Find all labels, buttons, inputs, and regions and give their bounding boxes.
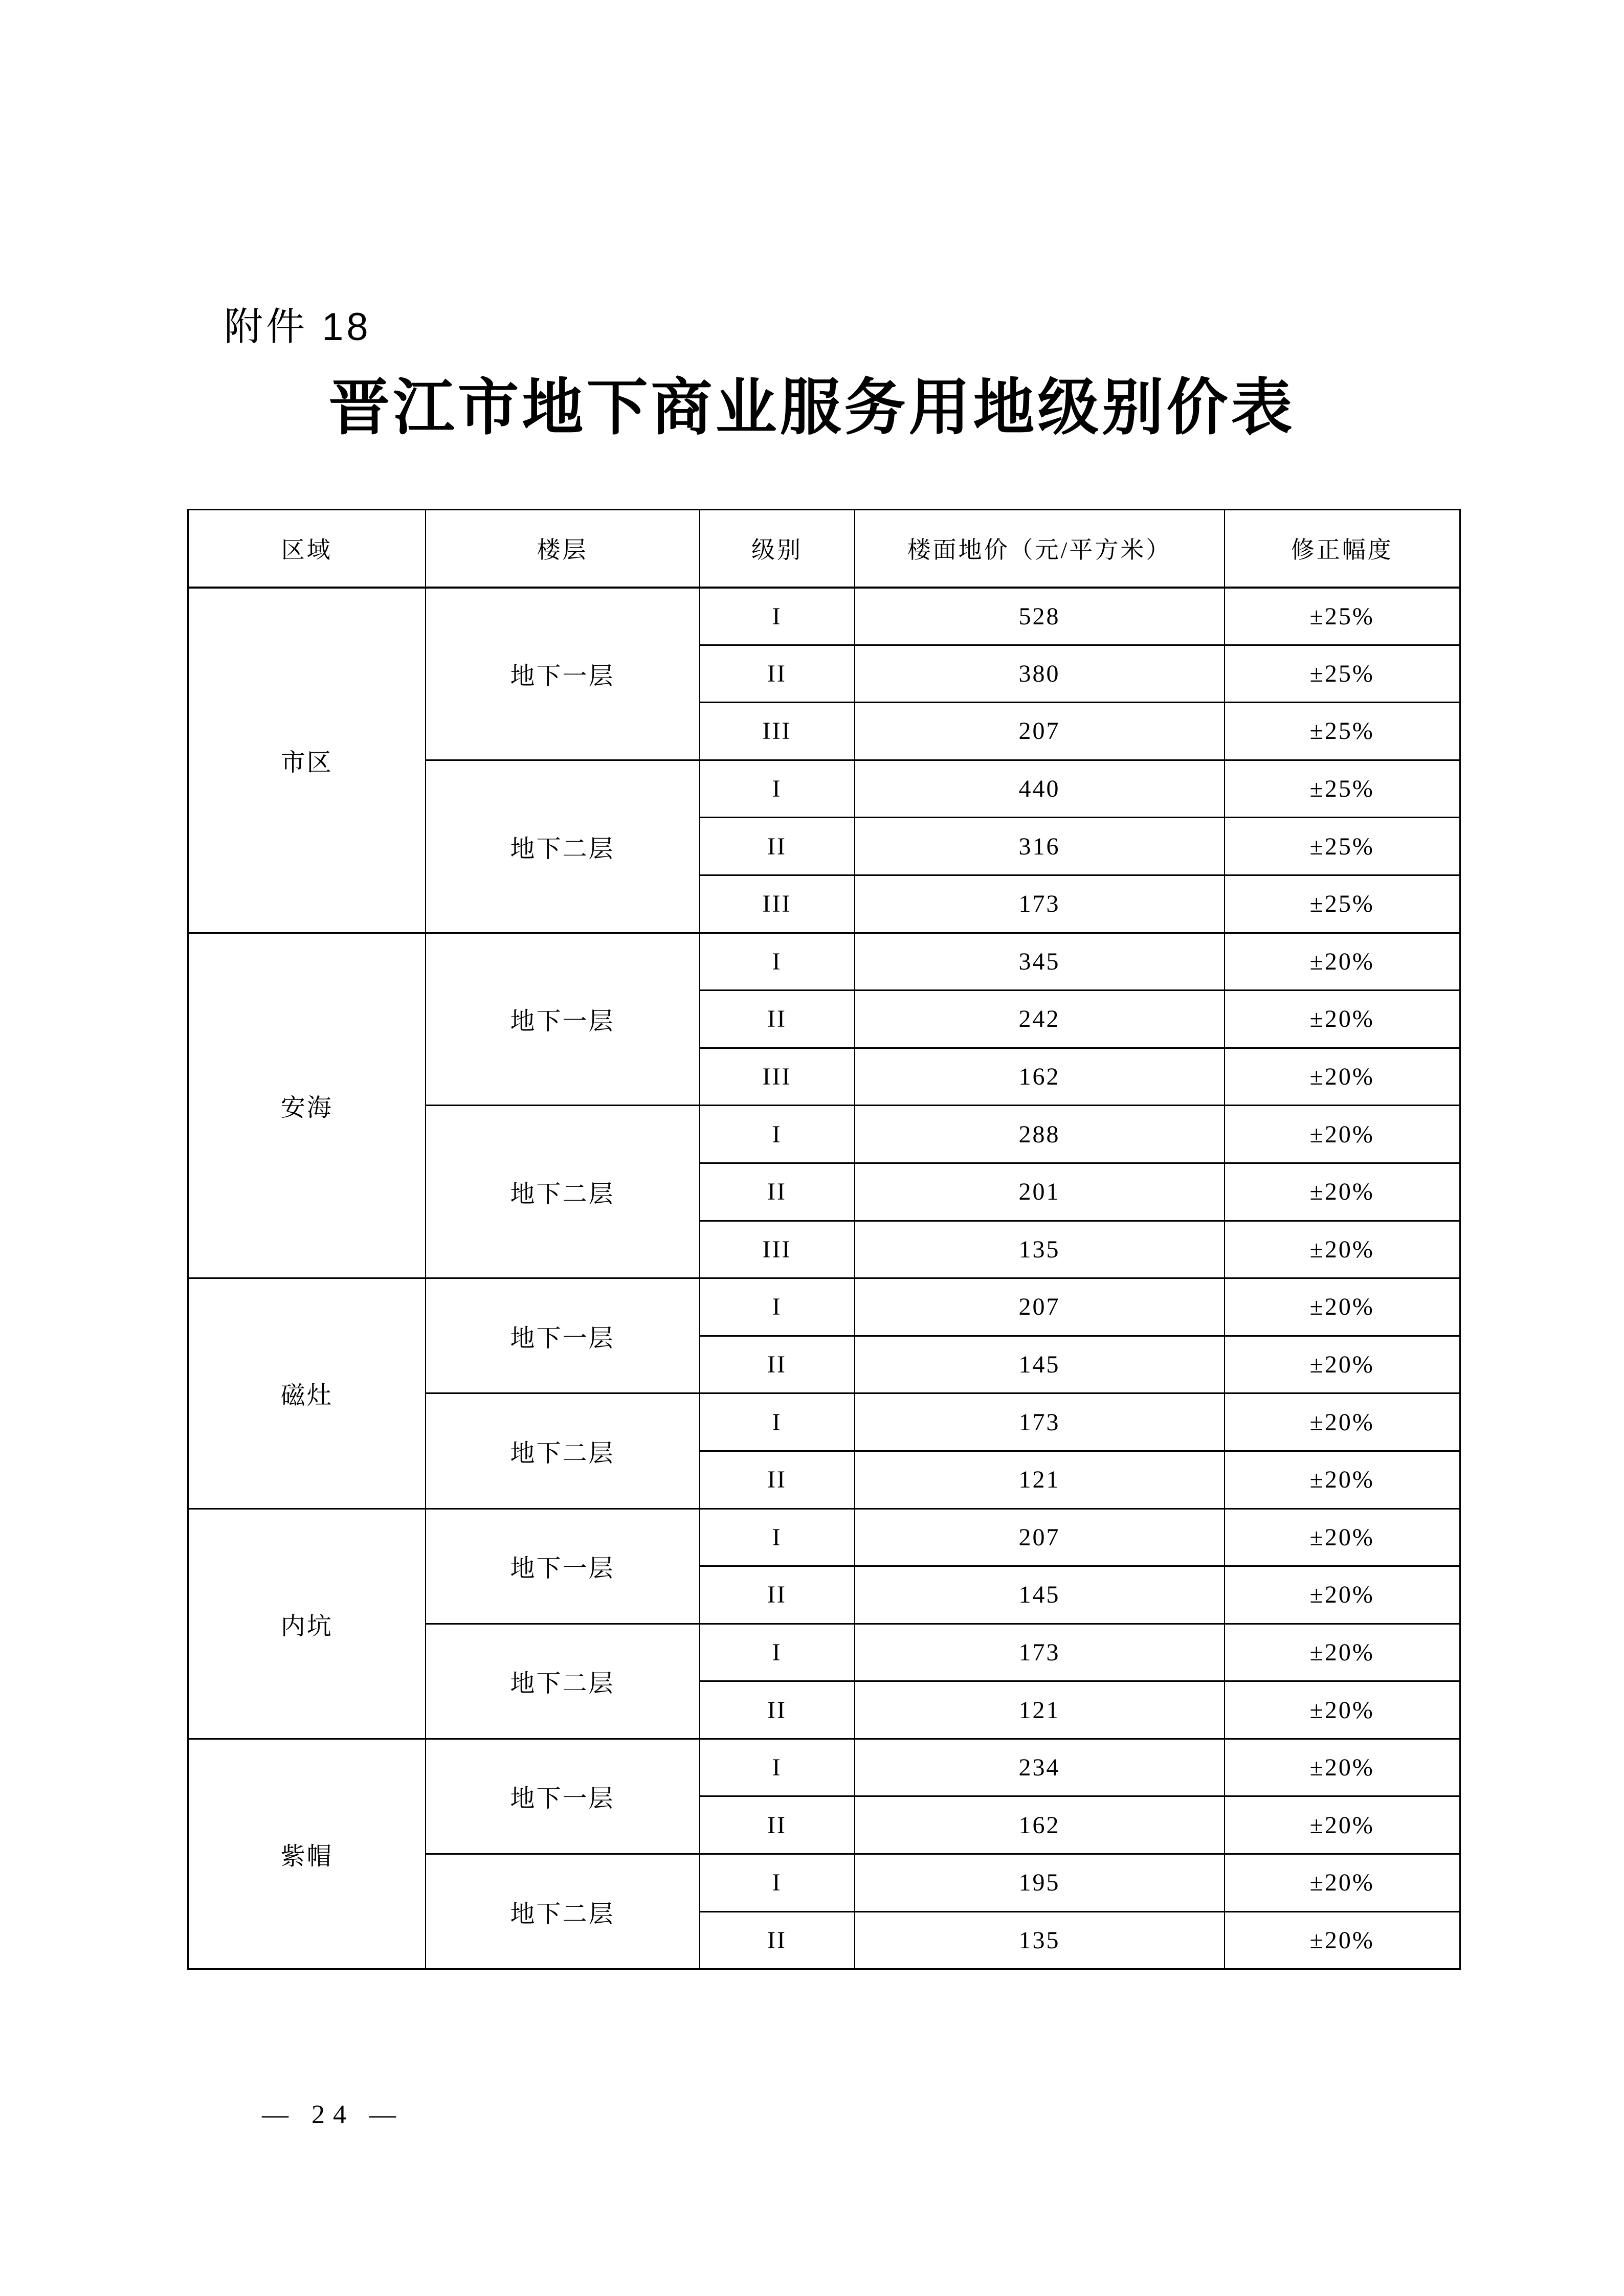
grade-cell: II — [700, 1681, 855, 1739]
floor-cell: 地下一层 — [426, 933, 700, 1106]
header-row — [188, 510, 1460, 588]
region-cell: 内坑 — [188, 1509, 426, 1739]
range-cell: ±20% — [1225, 1278, 1460, 1336]
range-cell: ±20% — [1225, 1163, 1460, 1221]
floor-cell: 地下二层 — [426, 1854, 700, 1969]
grade-cell: II — [700, 645, 855, 703]
price-cell: 173 — [855, 1624, 1225, 1681]
grade-cell: III — [700, 1221, 855, 1278]
price-cell: 162 — [855, 1048, 1225, 1106]
grade-cell: II — [700, 1336, 855, 1393]
floor-cell: 地下一层 — [426, 1278, 700, 1393]
range-cell: ±20% — [1225, 1854, 1460, 1912]
range-cell: ±25% — [1225, 875, 1460, 933]
range-cell: ±20% — [1225, 933, 1460, 991]
range-cell: ±20% — [1225, 1221, 1460, 1278]
grade-cell: I — [700, 1739, 855, 1796]
page-number: — 24 — — [262, 2100, 404, 2129]
range-cell: ±25% — [1225, 703, 1460, 760]
grade-cell: I — [700, 588, 855, 645]
price-cell: 207 — [855, 703, 1225, 760]
floor-cell: 地下一层 — [426, 1509, 700, 1624]
grade-cell: II — [700, 1911, 855, 1969]
grade-cell: II — [700, 1796, 855, 1854]
range-cell: ±25% — [1225, 760, 1460, 818]
range-cell: ±20% — [1225, 1624, 1460, 1681]
price-cell: 121 — [855, 1451, 1225, 1509]
range-cell: ±20% — [1225, 1681, 1460, 1739]
price-cell: 440 — [855, 760, 1225, 818]
price-cell: 207 — [855, 1509, 1225, 1566]
grade-cell: I — [700, 933, 855, 991]
price-cell: 242 — [855, 991, 1225, 1048]
price-cell: 173 — [855, 875, 1225, 933]
price-cell: 234 — [855, 1739, 1225, 1796]
price-cell: 380 — [855, 645, 1225, 703]
price-cell: 207 — [855, 1278, 1225, 1336]
range-cell: ±25% — [1225, 645, 1460, 703]
price-cell: 195 — [855, 1854, 1225, 1912]
column-header-region: 区域 — [188, 510, 426, 588]
grade-cell: II — [700, 818, 855, 875]
table-row — [188, 1739, 1460, 1796]
grade-cell: I — [700, 1278, 855, 1336]
range-cell: ±20% — [1225, 991, 1460, 1048]
range-cell: ±20% — [1225, 1393, 1460, 1451]
range-cell: ±25% — [1225, 818, 1460, 875]
price-cell: 345 — [855, 933, 1225, 991]
region-cell: 安海 — [188, 933, 426, 1278]
price-cell: 162 — [855, 1796, 1225, 1854]
grade-cell: II — [700, 991, 855, 1048]
page-title: 晋江市地下商业服务用地级别价表 — [328, 374, 1296, 442]
price-cell: 288 — [855, 1106, 1225, 1163]
floor-cell: 地下一层 — [426, 1739, 700, 1854]
grade-cell: I — [700, 760, 855, 818]
price-cell: 145 — [855, 1566, 1225, 1624]
range-cell: ±20% — [1225, 1566, 1460, 1624]
table-row — [188, 588, 1460, 645]
range-cell: ±20% — [1225, 1048, 1460, 1106]
grade-cell: II — [700, 1163, 855, 1221]
grade-cell: I — [700, 1854, 855, 1912]
column-header-range: 修正幅度 — [1225, 510, 1460, 588]
floor-cell: 地下二层 — [426, 1106, 700, 1278]
price-cell: 145 — [855, 1336, 1225, 1393]
price-cell: 316 — [855, 818, 1225, 875]
price-cell: 528 — [855, 588, 1225, 645]
grade-cell: I — [700, 1393, 855, 1451]
price-cell: 173 — [855, 1393, 1225, 1451]
price-cell: 201 — [855, 1163, 1225, 1221]
table-row — [188, 933, 1460, 991]
grade-cell: II — [700, 1451, 855, 1509]
price-cell: 121 — [855, 1681, 1225, 1739]
price-cell: 135 — [855, 1221, 1225, 1278]
range-cell: ±20% — [1225, 1739, 1460, 1796]
grade-cell: III — [700, 1048, 855, 1106]
land-price-table — [187, 509, 1461, 1970]
grade-cell: I — [700, 1106, 855, 1163]
column-header-floor: 楼层 — [426, 510, 700, 588]
floor-cell: 地下二层 — [426, 1624, 700, 1739]
grade-cell: I — [700, 1624, 855, 1681]
region-cell: 磁灶 — [188, 1278, 426, 1509]
range-cell: ±20% — [1225, 1911, 1460, 1969]
region-cell: 紫帽 — [188, 1739, 426, 1969]
price-cell: 135 — [855, 1911, 1225, 1969]
attachment-label: 附件 18 — [224, 305, 371, 349]
grade-cell: II — [700, 1566, 855, 1624]
floor-cell: 地下二层 — [426, 1393, 700, 1509]
range-cell: ±20% — [1225, 1336, 1460, 1393]
table-row — [188, 1509, 1460, 1566]
range-cell: ±20% — [1225, 1796, 1460, 1854]
range-cell: ±20% — [1225, 1106, 1460, 1163]
range-cell: ±20% — [1225, 1451, 1460, 1509]
region-cell: 市区 — [188, 588, 426, 933]
column-header-price: 楼面地价（元/平方米） — [855, 510, 1225, 588]
grade-cell: III — [700, 703, 855, 760]
floor-cell: 地下二层 — [426, 760, 700, 933]
grade-cell: I — [700, 1509, 855, 1566]
range-cell: ±20% — [1225, 1509, 1460, 1566]
grade-cell: III — [700, 875, 855, 933]
column-header-grade: 级别 — [700, 510, 855, 588]
floor-cell: 地下一层 — [426, 588, 700, 760]
table-row — [188, 1278, 1460, 1336]
range-cell: ±25% — [1225, 588, 1460, 645]
